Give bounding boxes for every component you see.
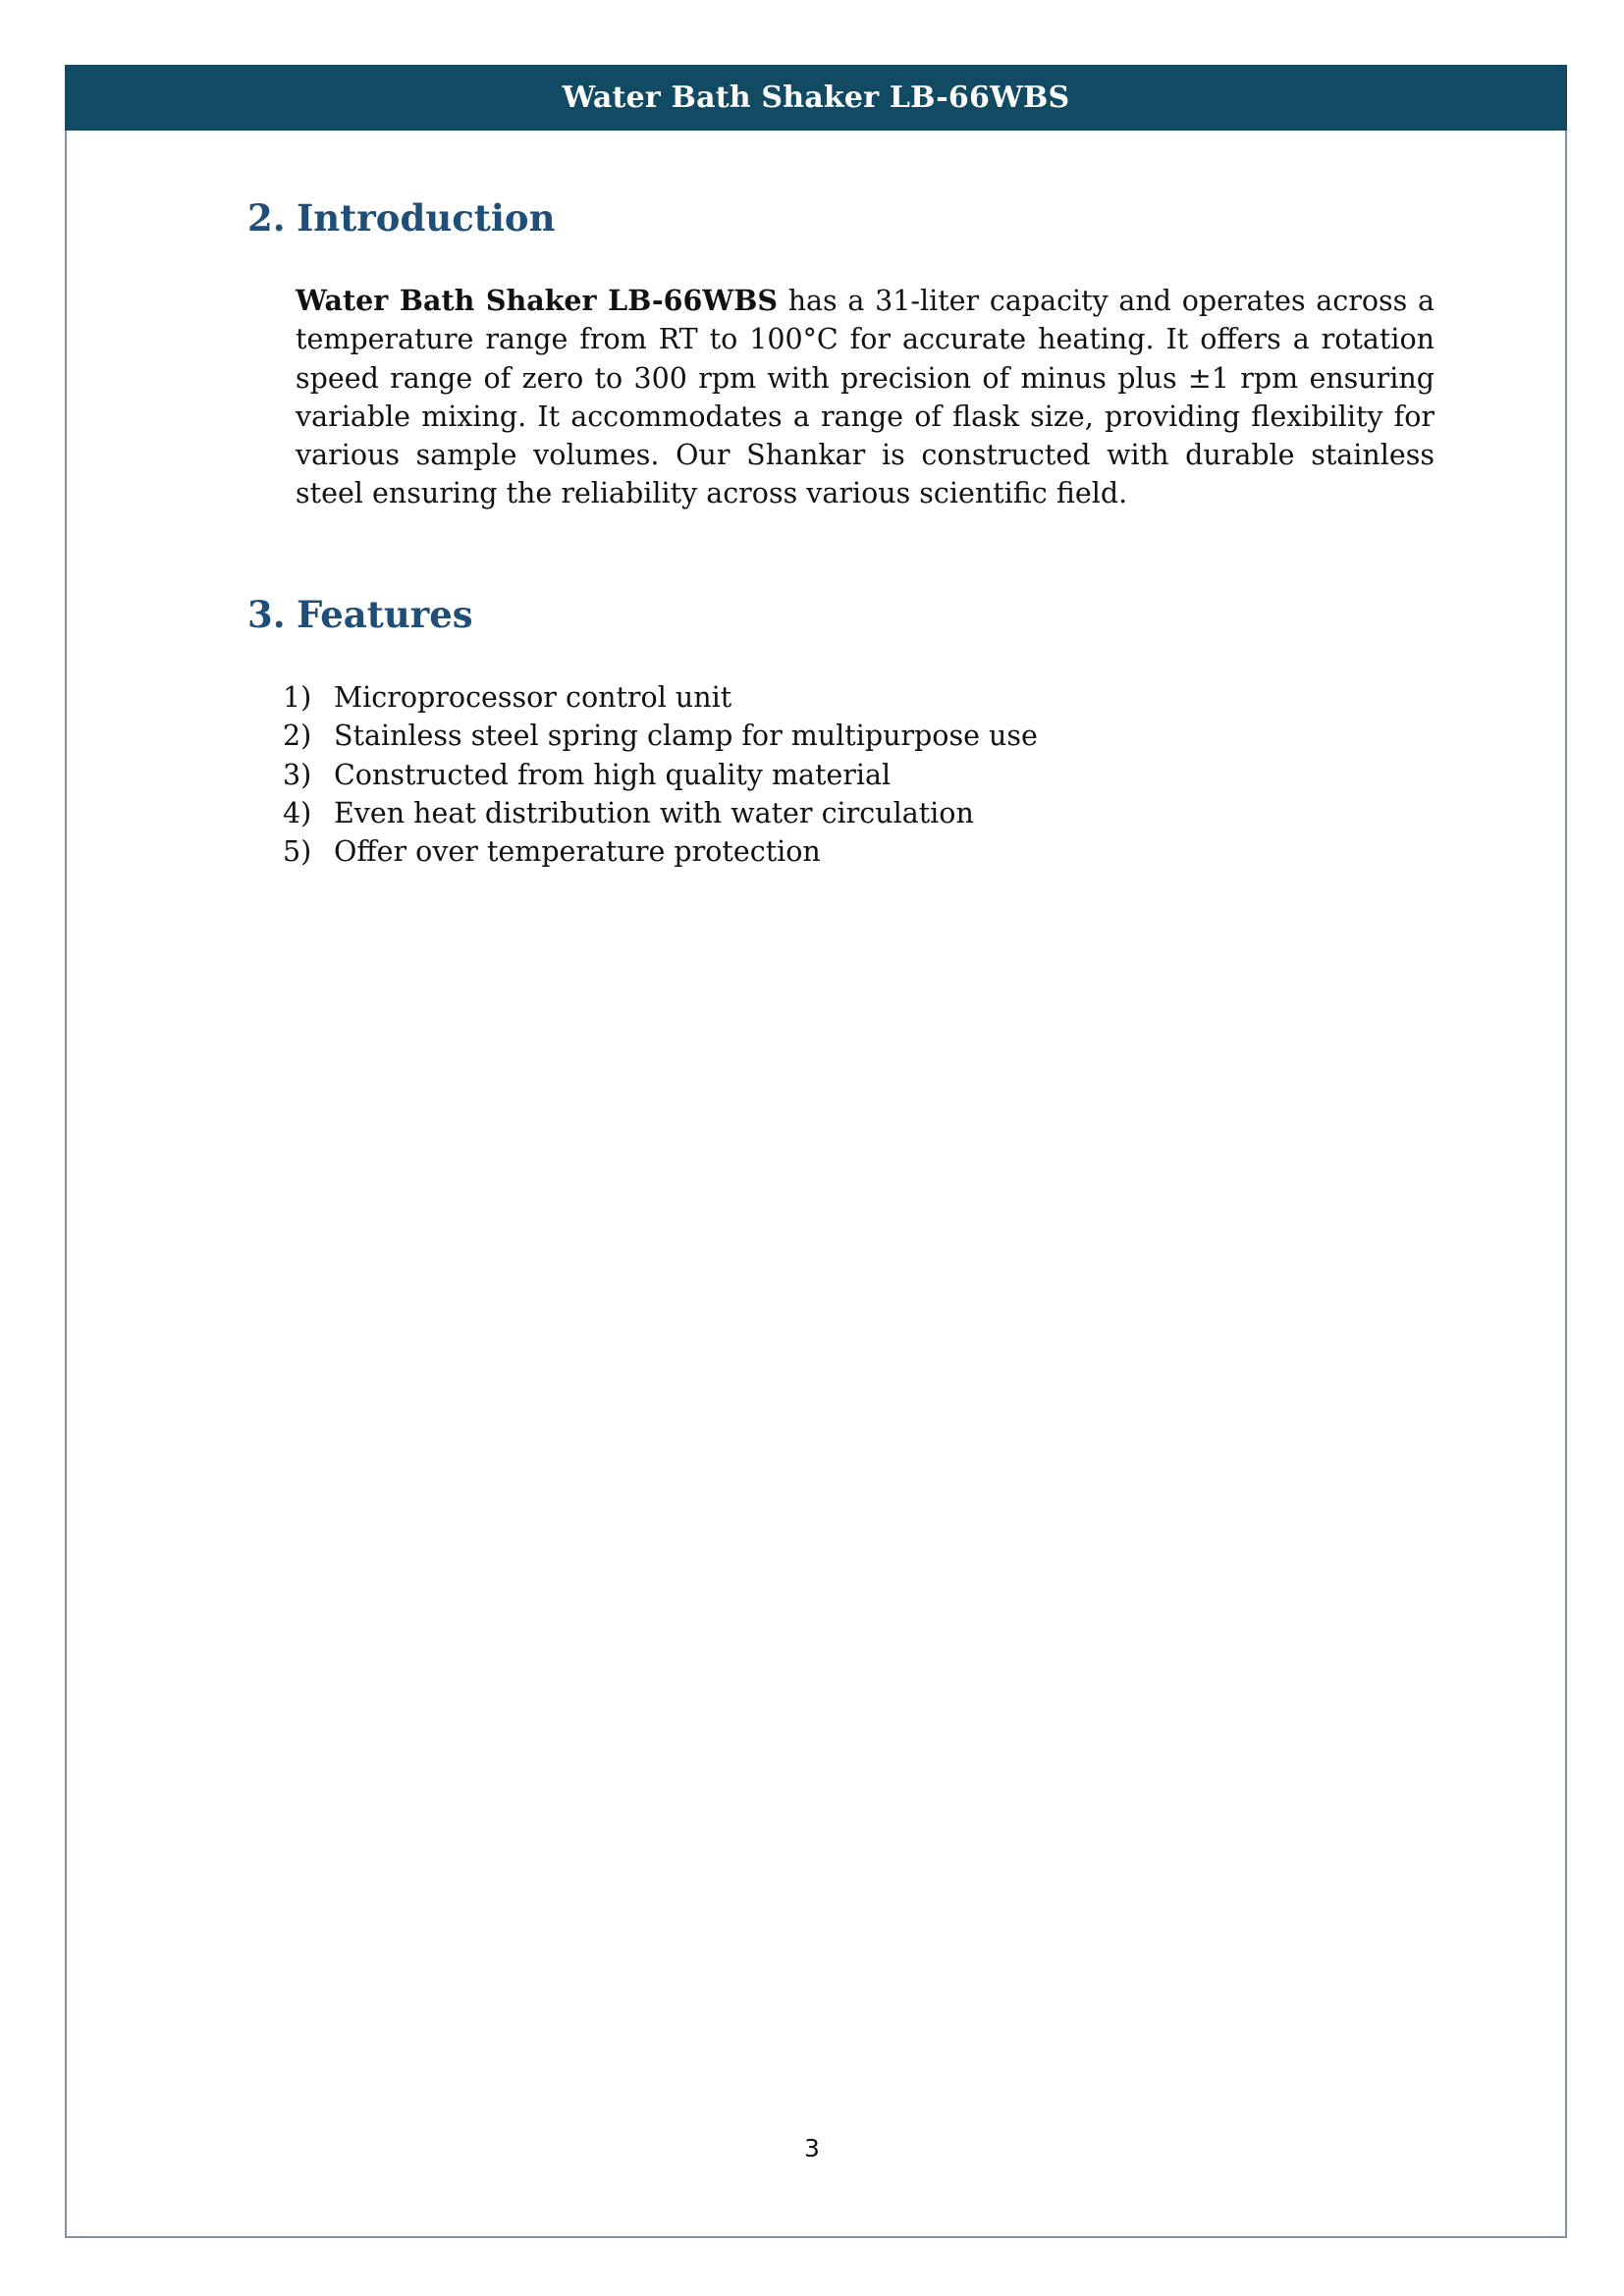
section-title: Features bbox=[297, 593, 473, 636]
list-item bbox=[283, 717, 1038, 755]
list-item-number: 4) bbox=[283, 796, 312, 829]
feature-list bbox=[283, 678, 1038, 871]
list-item-text: Offer over temperature protection bbox=[334, 835, 821, 869]
list-item-text: Stainless steel spring clamp for multipurpose use bbox=[334, 720, 1038, 753]
list-item bbox=[283, 832, 1038, 871]
list-item-number: 5) bbox=[283, 835, 312, 869]
section-title: Introduction bbox=[297, 196, 556, 240]
list-item-text: Microprocessor control unit bbox=[334, 681, 732, 714]
section-heading-features bbox=[247, 593, 473, 636]
introduction-body: has a 31-liter capacity and operates across a temperature range from RT to 100°C for accurate heating. It offers a rotation speed range of zero to 300 rpm with precision of minus plus ±1 rpm ensuring variable mixing. It accommodates a range of flask size, providing flexibility for various sample volumes. Our Shankar is constructed with durable stainless steel ensuring the reliability across various scientific field. bbox=[296, 285, 1435, 510]
list-item-number: 3) bbox=[283, 758, 312, 791]
section-heading-introduction bbox=[247, 196, 556, 240]
list-item-text: Even heat distribution with water circulation bbox=[334, 796, 974, 829]
list-item bbox=[283, 678, 1038, 717]
list-item-number: 2) bbox=[283, 720, 312, 753]
list-item bbox=[283, 756, 1038, 794]
section-number: 2. bbox=[247, 196, 286, 240]
list-item bbox=[283, 794, 1038, 832]
list-item-text: Constructed from high quality material bbox=[334, 758, 892, 791]
section-number: 3. bbox=[247, 593, 286, 636]
list-item-number: 1) bbox=[283, 681, 312, 714]
product-name: Water Bath Shaker LB-66WBS bbox=[296, 284, 778, 317]
page-number: 3 bbox=[804, 2134, 820, 2163]
header-title: Water Bath Shaker LB-66WBS bbox=[562, 80, 1070, 115]
document-header bbox=[65, 65, 1567, 131]
introduction-paragraph bbox=[296, 282, 1435, 513]
